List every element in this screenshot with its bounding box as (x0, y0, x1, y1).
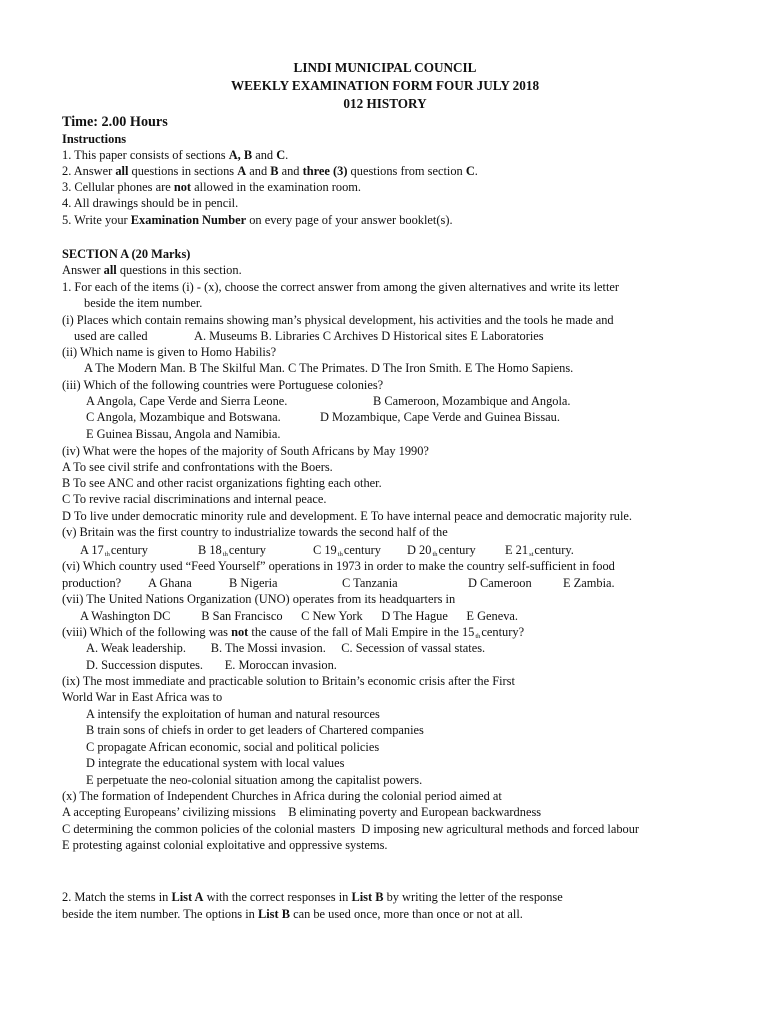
item-ix-option-c: C propagate African economic, social and political policies (86, 740, 380, 754)
item-ii: (ii) Which name is given to Homo Habilis? (62, 345, 277, 359)
item-vi-option-e: E Zambia. (563, 576, 615, 590)
item-iv-option-de: D To live under democratic minority rule and development. E To have internal peace and democratic majority rule. (62, 509, 632, 523)
item-vi-option-c: C Tanzania (342, 576, 398, 590)
item-iv-option-a: A To see civil strife and confrontations with the Boers. (62, 460, 333, 474)
item-ix-cont: World War in East Africa was to (62, 690, 223, 704)
item-x-options-cd: C determining the common policies of the colonial masters D imposing new agricultural methods and forced labour (62, 822, 640, 836)
item-iv-option-b: B To see ANC and other racist organizations fighting each other. (62, 476, 382, 490)
question-2-stem: 2. Match the stems in List A with the correct responses in List B by writing the letter of the response (62, 890, 563, 904)
instruction-1: 1. This paper consists of sections A, B and C. (62, 148, 289, 162)
instruction-2: 2. Answer all questions in sections A and B and three (3) questions from section C. (62, 164, 478, 178)
item-viii-options-2: D. Succession disputes. E. Moroccan invasion. (86, 658, 337, 672)
item-iii: (iii) Which of the following countries were Portuguese colonies? (62, 378, 384, 392)
item-i: (i) Places which contain remains showing man’s physical development, his activities and the tools he made and (62, 313, 614, 327)
item-iii-option-d: D Mozambique, Cape Verde and Guinea Bissau. (320, 410, 560, 424)
item-viii-options-1: A. Weak leadership. B. The Mossi invasion. C. Secession of vassal states. (86, 641, 486, 655)
item-v-option-e: E 21stcentury. (505, 543, 574, 558)
question-2-stem-cont: beside the item number. The options in List B can be used once, more than once or not at all. (62, 907, 523, 921)
time-allowed: Time: 2.00 Hours (62, 114, 168, 130)
section-a-title: SECTION A (20 Marks) (62, 247, 191, 261)
item-iii-option-c: C Angola, Mozambique and Botswana. (86, 410, 281, 424)
item-ii-options: A The Modern Man. B The Skilful Man. C The Primates. D The Iron Smith. E The Homo Sapiens. (84, 361, 574, 375)
instructions-title: Instructions (62, 132, 127, 146)
item-vi: (vi) Which country used “Feed Yourself” operations in 1973 in order to make the country self-sufficient in food (62, 559, 615, 573)
item-v-option-a: A 17thcentury (80, 543, 148, 558)
question-1-stem-cont: beside the item number. (84, 296, 203, 310)
item-ix-option-d: D integrate the educational system with local values (86, 756, 345, 770)
item-iii-option-b: B Cameroon, Mozambique and Angola. (373, 394, 571, 408)
item-iv: (iv) What were the hopes of the majority of South Africans by May 1990? (62, 444, 429, 458)
item-x-option-e: E protesting against colonial exploitative and oppressive systems. (62, 838, 388, 852)
item-ix: (ix) The most immediate and practicable solution to Britain’s economic crisis after the First (62, 674, 515, 688)
item-i-cont: used are called (74, 329, 148, 343)
subject-heading: 012 HISTORY (343, 96, 427, 111)
item-vii: (vii) The United Nations Organization (UNO) operates from its headquarters in (62, 592, 456, 606)
item-x-options-ab: A accepting Europeans’ civilizing missions B eliminating poverty and European backwardness (62, 805, 542, 819)
item-vi-option-a: A Ghana (148, 576, 192, 590)
instruction-5: 5. Write your Examination Number on every page of your answer booklet(s). (62, 213, 453, 227)
item-v: (v) Britain was the first country to industrialize towards the second half of the (62, 525, 448, 539)
item-ix-option-a: A intensify the exploitation of human and natural resources (86, 707, 380, 721)
item-vi-option-d: D Cameroon (468, 576, 532, 590)
item-x: (x) The formation of Independent Churches in Africa during the colonial period aimed at (62, 789, 502, 803)
item-i-options: A. Museums B. Libraries C Archives D Historical sites E Laboratories (194, 329, 544, 343)
item-vi-option-b: B Nigeria (229, 576, 278, 590)
instruction-4: 4. All drawings should be in pencil. (62, 196, 239, 210)
item-iv-option-c: C To revive racial discriminations and internal peace. (62, 492, 327, 506)
item-ix-option-b: B train sons of chiefs in order to get leaders of Chartered companies (86, 723, 424, 737)
question-1-stem: 1. For each of the items (i) - (x), choose the correct answer from among the given alternatives and write its letter (62, 280, 620, 294)
item-vii-options: A Washington DC B San Francisco C New York D The Hague E Geneva. (80, 609, 519, 623)
item-v-option-c: C 19thcentury (313, 543, 381, 558)
instruction-3: 3. Cellular phones are not allowed in the examination room. (62, 180, 362, 194)
item-viii: (viii) Which of the following was not the cause of the fall of Mali Empire in the 15thcentury? (62, 625, 525, 640)
section-a-instruction: Answer all questions in this section. (62, 263, 242, 277)
item-ix-option-e: E perpetuate the neo-colonial situation among the capitalist powers. (86, 773, 423, 787)
item-iii-option-e: E Guinea Bissau, Angola and Namibia. (86, 427, 281, 441)
item-v-option-d: D 20thcentury (407, 543, 476, 558)
item-vi-cont: production? (62, 576, 122, 590)
council-heading: LINDI MUNICIPAL COUNCIL (293, 60, 477, 75)
item-iii-option-a: A Angola, Cape Verde and Sierra Leone. (86, 394, 288, 408)
exam-heading: WEEKLY EXAMINATION FORM FOUR JULY 2018 (230, 78, 540, 93)
item-v-option-b: B 18thcentury (198, 543, 266, 558)
